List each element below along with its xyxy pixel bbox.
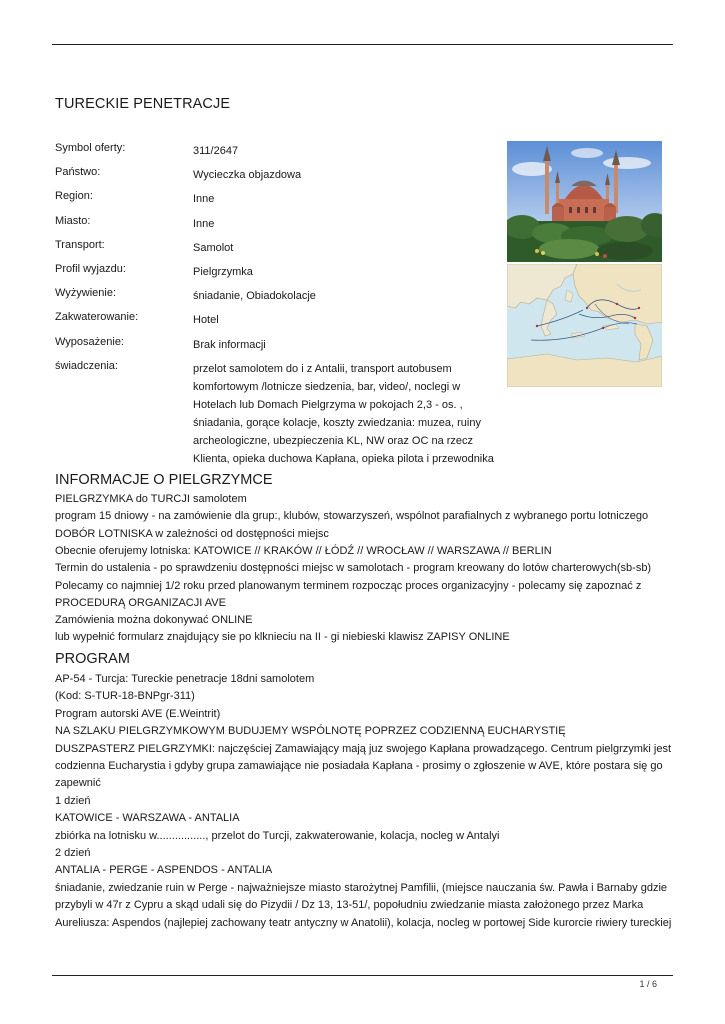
info-line: lub wypełnić formularz znajdujący sie po klknieciu na II - gi niebieski klawisz ZAPISY ONLINE — [55, 631, 510, 644]
info-line: Termin do ustalenia - po sprawdzeniu dostępności miejsc w samolotach - program kreowany do lotów charterowych(sb-sb) — [55, 562, 652, 575]
program-line: zbiórka na lotnisku w................, przelot do Turcji, zakwaterowanie, kolacja, nocleg w Antalyi — [55, 829, 500, 842]
info-line: PROCEDURĄ ORGANIZACJI AVE — [55, 596, 226, 609]
spec-label: Profil wyjazdu: — [55, 263, 126, 275]
info-line: PIELGRZYMKA do TURCJI samolotem — [55, 493, 247, 505]
spec-value-line: śniadania, gorące kolacje, koszty zwiedzania: muzea, ruiny — [193, 416, 481, 429]
spec-value: Samolot — [193, 241, 234, 254]
spec-value: Pielgrzymka — [193, 266, 253, 278]
spec-row — [55, 263, 500, 281]
spec-label: Transport: — [55, 238, 105, 251]
program-line: ANTALIA - PERGE - ASPENDOS - ANTALIA — [55, 864, 273, 877]
spec-row — [55, 166, 500, 184]
program-line: DUSZPASTERZ PIELGRZYMKI: najczęściej Zamawiający mają juz swojego Kapłana prowadzącego. Centrum pielgrzymki jest — [55, 742, 672, 755]
spec-label: Symbol oferty: — [55, 142, 126, 154]
spec-row — [55, 311, 500, 329]
info-line: Obecnie oferujemy lotniska: KATOWICE // KRAKÓW // ŁÓDŹ // WROCŁAW // WARSZAWA // BERLIN — [55, 544, 552, 557]
spec-row — [55, 287, 500, 305]
mosque-photo — [507, 141, 662, 262]
header-rule — [52, 44, 673, 45]
program-line: codzienna Eucharystia i gdyby grupa zamawiające nie posiadała Kapłana - prosimy o zgłoszenie w AVE, które postara się go — [55, 760, 663, 772]
spec-row — [55, 142, 500, 160]
page-title: TURECKIE PENETRACJE — [55, 96, 231, 112]
program-line: zapewnić — [55, 777, 101, 790]
spec-row — [55, 359, 500, 465]
spec-row — [55, 215, 500, 233]
spec-value-line: Hotelach lub Domach Pielgrzyma w pokojach 2,3 - os. , — [193, 398, 463, 411]
page-number: 1 / 6 — [639, 979, 657, 989]
spec-value: 311/2647 — [193, 145, 239, 157]
spec-label: Zakwaterowanie: — [55, 311, 139, 324]
spec-label: Miasto: — [55, 214, 91, 227]
info-line: Polecamy co najmniej 1/2 roku przed planowanym terminem rozpocząc proces organizacyjny - polecamy się zapoznać z — [55, 579, 642, 592]
spec-row — [55, 239, 500, 257]
spec-value: Inne — [193, 217, 215, 230]
program-line: AP-54 - Turcja: Tureckie penetracje 18dni samolotem — [55, 673, 315, 685]
spec-label: Państwo: — [55, 166, 101, 179]
info-line: program 15 dniowy - na zamówienie dla grup:, klubów, stowarzyszeń, wspólnot parafialnych z wybranego portu lotniczego — [55, 510, 649, 523]
program-line: 2 dzień — [55, 847, 91, 859]
spec-row — [55, 190, 500, 208]
spec-row — [55, 336, 500, 354]
spec-value-line: archeologiczne, ubezpieczenia KL, NW oraz OC na rzecz — [193, 434, 474, 447]
spec-label: Region: — [55, 190, 93, 203]
spec-label: Wyposażenie: — [55, 335, 124, 348]
spec-value — [193, 360, 503, 468]
footer-rule — [52, 975, 673, 976]
info-heading: INFORMACJE O PIELGRZYMCE — [55, 472, 273, 488]
spec-label: Wyżywienie: — [55, 287, 117, 300]
spec-value: Inne — [193, 193, 215, 206]
spec-value-line: komfortowym /lotnicze siedzenia, bar, video/, noclegi w — [193, 380, 461, 393]
spec-value-line: Klienta, opieka duchowa Kapłana, opieka pilota i przewodnika — [193, 452, 494, 465]
program-line: Aureliusza: Aspendos (najlepiej zachowany teatr antyczny w Anatolii), kolacja, nocleg w portowej Side kurorcie riwiery tureckiej — [55, 916, 672, 929]
spec-value: Hotel — [193, 314, 219, 327]
program-line: śniadanie, zwiedzanie ruin w Perge - najważniejsze miasto starożytnej Pamfilii, (miejsce nauczania św. Pawła i Barnaby gdzie — [55, 881, 668, 894]
spec-value: śniadanie, Obiadokolacje — [193, 290, 316, 303]
info-line: DOBÓR LOTNISKA w zależności od dostępności miejsc — [55, 527, 329, 540]
spec-value: Brak informacji — [193, 338, 266, 351]
program-line: NA SZLAKU PIELGRZYMKOWYM BUDUJEMY WSPÓLNOTĘ POPRZEZ CODZIENNĄ EUCHARYSTIĘ — [55, 725, 566, 738]
route-map — [507, 264, 662, 387]
spec-label: świadczenia: — [55, 359, 118, 372]
program-heading: PROGRAM — [55, 651, 130, 667]
spec-value: Wycieczka objazdowa — [193, 169, 302, 182]
program-line: 1 dzień — [55, 794, 91, 807]
program-line: Program autorski AVE (E.Weintrit) — [55, 707, 221, 720]
program-line: przybyli w 47r z Cypru a skąd udali się do Pizydii / Dz 13, 13-51/, popołudniu zwiedzanie miasta założonego przez Marka — [55, 899, 644, 912]
program-line: (Kod: S-TUR-18-BNPgr-311) — [55, 690, 195, 703]
spec-value-line: przelot samolotem do i z Antalii, transport autobusem — [193, 362, 452, 375]
program-line: KATOWICE - WARSZAWA - ANTALIA — [55, 812, 240, 825]
info-line: Zamówienia można dokonywać ONLINE — [55, 614, 253, 627]
